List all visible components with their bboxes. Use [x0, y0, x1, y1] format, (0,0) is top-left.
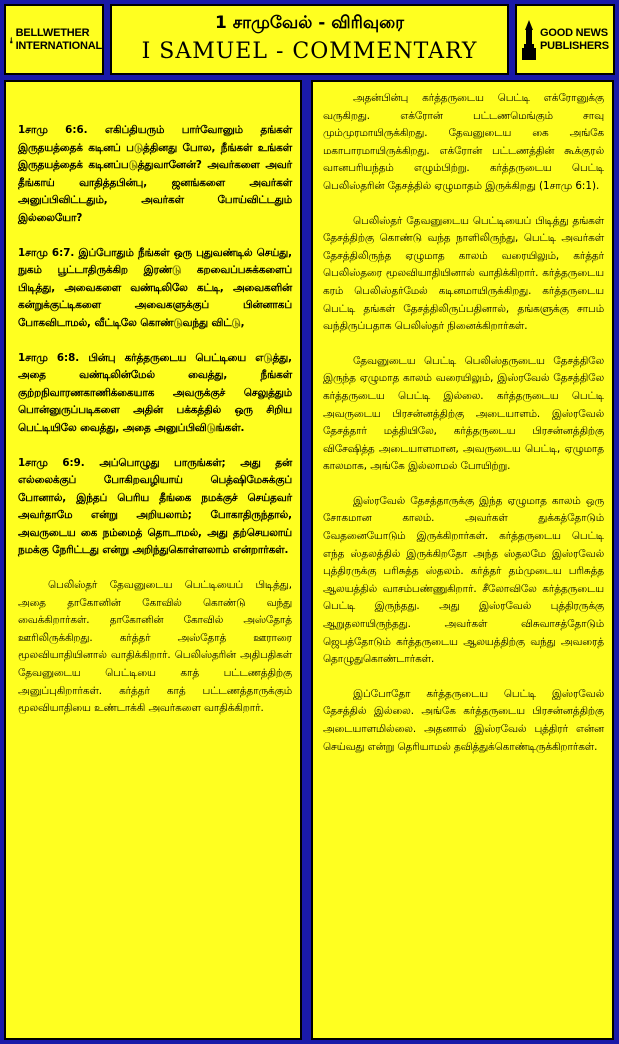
bell-tower-icon: [10, 20, 13, 60]
logo-line-1: BELLWETHER: [15, 26, 90, 39]
logo-line-2: PUBLISHERS: [540, 39, 609, 52]
commentary-paragraph: தேவனுடைய பெட்டி பெலிஸ்தருடைய தேசத்திலே இருந்த ஏழுமாத காலம் வரையிலும், இஸ்ரவேல் தேசத்திலே கர்த்தருடைய பெட்டி இல்லை. கர்த்தருடைய பெட்டி அவருடைய பிரசன்னத்திற்கு அடையாளம். இஸ்ரவேல் தேசத்தார் மத்தியிலே, கர்த்தருடைய பிரசன்னத்திற்கு விசேஷித்த அடையாளமான, அவருடைய பெட்டி, ஏழுமாத காலமாக, அங்கே இல்லாமல் போயிற்று.: [323, 354, 604, 473]
right-column: [311, 80, 614, 1040]
commentary-paragraph: இப்போதோ கர்த்தருடைய பெட்டி இஸ்ரவேல் தேசத்தில் இல்லை. அங்கே கர்த்தருடைய பிரசன்னத்திற்கு அடையாளமில்லை. அதனால் இஸ்ரவேல் புத்திரர் என்ன செய்வது என்று தெரியாமல் தவித்துக்கொண்டிருக்கிறார்கள்.: [323, 687, 604, 753]
verse-paragraph: 1சாமு 6:6. எகிப்தியரும் பார்வோனும் தங்கள் இருதயத்தைக் கடினப் படுத்தினது போல, நீங்கள் உங்கள் இருதயத்தைக் கடினப்படுத்துவானேன்? அவர்களை அவர் தீங்காய் வாதித்தபின்பு, ஜனங்களை அவர்கள் அனுப்பிவிட்டதும், அவர்கள் போய்விட்டதும் இல்லையோ?: [18, 124, 292, 224]
commentary-paragraph: இஸ்ரவேல் தேசத்தாருக்கு இந்த ஏழுமாத காலம் ஒரு சோகமான காலம். அவர்கள் துக்கத்தோடும் வேதனையோடும் இருக்கிறார்கள். கர்த்தருடைய பெட்டி எந்த ஸ்தலத்தில் இருக்கிறதோ அந்த ஸ்தலமே இஸ்ரவேல் புத்திரருக்கு பரிசுத்த ஸ்தலம். கர்த்தர் தம்முடைய பரிசுத்த ஆலயத்தில் வாசம்பண்ணுகிறார். சீலோவிலே கர்த்தருடைய பெட்டி இருந்தது. அது இஸ்ரவேல் புத்திரருக்கு ஆறுதலாயிருந்தது. அவர்கள் விசுவாசத்தோடும் ஜெபத்தோடும் கர்த்தருடைய ஆலயத்திற்கு வந்து அவரைத் தொழுதுகொண்டார்கள்.: [323, 494, 604, 666]
verse-paragraph: 1சாமு 6:9. அப்பொழுது பாருங்கள்; அது தன் எல்லைக்குப் போகிறவழியாய் பெத்ஷிமேசுக்குப் போனால், இந்தப் பெரிய தீங்கை நமக்குச் செய்தவர் அவர்தாமே என்று அறியலாம்; போகாதிருந்தால், அவருடைய கை நம்மைத் தொடாமல், அது தற்செயலாய் நமக்கு நேரிட்டது என்று அறிந்துகொள்ளலாம் என்றார்கள்.: [18, 456, 292, 557]
logo-line-1: GOOD NEWS: [540, 26, 608, 39]
left-column: [4, 80, 302, 1040]
good-news-logo: [515, 4, 615, 75]
logo-line-2: INTERNATIONAL: [15, 39, 102, 52]
title-tamil: 1 சாமுவேல் - விரிவுரை: [215, 13, 404, 33]
commentary-paragraph: பெலிஸ்தர் தேவனுடைய பெட்டியைப் பிடித்து தங்கள் தேசத்திற்கு கொண்டு வந்த நாளிலிருந்து, பெட்டி அவர்கள் தேசத்திலிருந்த ஏழுமாத காலம் வரையிலும், கர்த்தர் பெலிஸ்தரை மூலவியாதியினால் வாதிக்கிறார். கர்த்தருடைய கரம் பெலிஸ்தர்மேல் கடினமாயிருக்கிறது. கர்த்தருடைய பெட்டி தங்கள் தேசத்திலிருப்பதினால், தங்களுக்கு சாபம் வந்திருப்பதாக பெலிஸ்தர் நினைக்கிறார்கள்.: [323, 214, 604, 333]
commentary-paragraph: அதன்பின்பு கர்த்தருடைய பெட்டி எக்ரோனுக்கு வருகிறது. எக்ரோன் பட்டணமெங்கும் சாவு மும்முரமாயிருக்கிறது. தேவனுடைய கை அங்கே மகாபாரமாயிருக்கிறது. எக்ரோன் பட்டணத்தின் கூக்குரல் வானபரியந்தம் எழும்பிற்று. கர்த்தருடைய பெட்டி பெலிஸ்தரின் தேசத்தில் ஏழுமாதம் இருக்கிறது (1சாமு 6:1).: [323, 92, 604, 192]
good-news-logo-text: [540, 27, 609, 53]
commentary-paragraph: பெலிஸ்தர் தேவனுடைய பெட்டியைப் பிடித்து, அதை தாகோனின் கோவில் கொண்டு வந்து வைக்கிறார்கள். தாகோனின் கோவில் அஸ்தோத் ஊரிலிருக்கிறது. கர்த்தர் அஸ்தோத் ஊராரை மூலவியாதியினால் வாதிக்கிறார். பெலிஸ்தரின் அதிபதிகள் தேவனுடைய பெட்டியை காத் பட்டணத்திற்கு அனுப்புகிறார்கள். கர்த்தர் காத் பட்டணத்தாருக்கும் மூலவியாதியை உண்டாக்கி அவர்களை வாதிக்கிறார்.: [18, 579, 292, 715]
verse-paragraph: 1சாமு 6:8. பின்பு கர்த்தருடைய பெட்டியை எடுத்து, அதை வண்டிலின்மேல் வைத்து, நீங்கள் குற்றநிவாரணகாணிக்கையாக அவருக்குச் செலுத்தும் பொன்னுருப்படிகளை அதின் பக்கத்தில் ஒரு சிறிய பெட்டியிலே வைத்து, அதை அனுப்பிவிடுங்கள்.: [18, 351, 292, 434]
verse-paragraph: 1சாமு 6:7. இப்போதும் நீங்கள் ஒரு புதுவண்டில் செய்து, நுகம் பூட்டாதிருக்கிற இரண்டு கறவைப்பசுக்களைப் பிடித்து, அவைகளை வண்டிலிலே கட்டி, அவைகளின் கன்றுக்குட்டிகளை அவைகளுக்குப் பின்னாகப் போகவிடாமல், வீட்டிலே கொண்டுவந்து விட்டு,: [18, 246, 292, 329]
bellwether-logo: [4, 4, 104, 75]
bell-tower-icon: [521, 20, 537, 60]
title-banner: [110, 4, 509, 75]
bellwether-logo-text: [16, 27, 102, 53]
title-english: I SAMUEL - COMMENTARY: [141, 39, 478, 64]
